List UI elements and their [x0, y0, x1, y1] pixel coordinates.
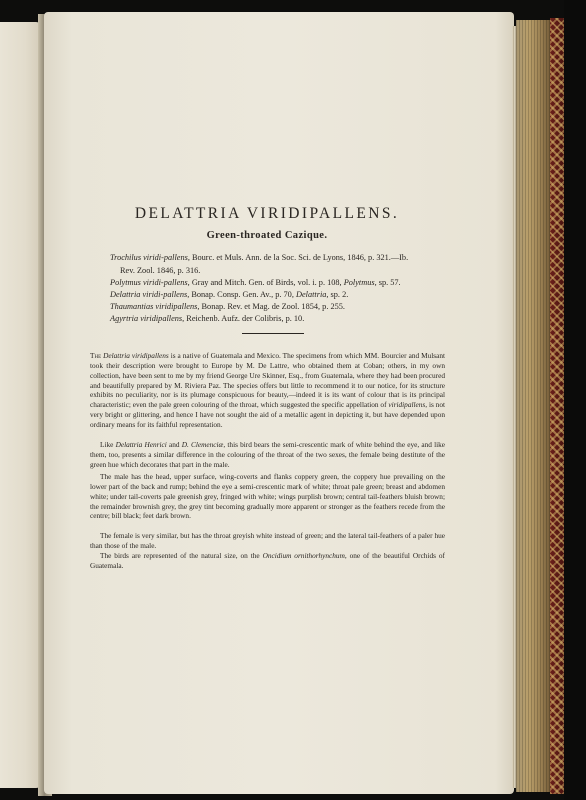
plant-name: Oncidium ornithorhynchum [262, 551, 345, 560]
paragraph-lead: The [90, 351, 102, 360]
species-name: D. Clemenciæ [181, 440, 224, 449]
synonym-name: Agyrtria viridipallens [110, 314, 183, 323]
synonym-entry [110, 252, 420, 277]
species-name: Delattria Henrici [115, 440, 167, 449]
synonym-name: Polytmus viridi-pallens [110, 278, 188, 287]
paragraph-text: The birds are represented of the natural size, on the [100, 551, 263, 560]
paragraph-text: is a native of Guatemala and Mexico. The specimens from which MM. Bourcier and Mulsant took their description were brought to Europe by M. De Lattre, who obtained them at Coban; others, in my own collection, have been sent to me by my friend George Ure Skinner, Esq., from Guatemala, where they had been procured and beautifully prepared by M. Riviera Paz. The species offers but little to recommend it to our notice, for its structure exhibits no peculiarity, nor is its plumage conspicuous for beauty,—indeed it is its want of colour that is its principal characteristic; even the pale green colouring of the throat, which suggested the specific appellation of [90, 351, 446, 410]
paragraph-text: , is not very bright or glittering, and hence I have not sought the aid of a metallic agent in depicting it, but have depended upon ordinary means for its faithful representation. [90, 400, 445, 429]
synonym-reference: , Bonap. Rev. et Mag. de Zool. 1854, p. 255. [197, 302, 345, 311]
page-title: DELATTRIA VIRIDIPALLENS. [134, 205, 400, 222]
synonym-entry [110, 289, 420, 302]
body-paragraph [90, 440, 445, 470]
body-paragraph [90, 351, 445, 430]
synonym-name: Delattria viridi-pallens [110, 290, 188, 299]
paragraph-text: , one of the beautiful Orchids of Guatemala. [90, 551, 445, 570]
common-name: Green-throated Cazique. [206, 230, 328, 241]
synonym-entry [110, 277, 420, 290]
synonym-entry [110, 301, 420, 314]
paragraph-text: Like [100, 440, 116, 449]
gilt-fore-edge [516, 20, 552, 792]
species-epithet: viridipallens [388, 400, 426, 410]
synonym-reference: , sp. 2. [326, 290, 349, 299]
synonym-reference: , Bonap. Consp. Gen. Av., p. 70, [187, 290, 296, 299]
left-page-edge [0, 22, 42, 788]
synonym-genus: Delattria [295, 290, 327, 299]
synonym-genus: Polytmus [343, 278, 375, 287]
section-divider [242, 333, 304, 334]
body-paragraph: The female is very similar, but has the throat greyish white instead of green; and the lateral tail-feathers of a paler hue than those of the male. [90, 531, 445, 550]
body-paragraph: The male has the head, upper surface, wing-coverts and flanks coppery green, the coppery hue prevailing on the lower part of the back and rump; behind the eye a semi-crescentic mark of white; throat pale green; breast and abdomen white; under tail-coverts pale greenish grey, fringed with white; wings purplish brown; central tail-feathers bluish brown; the remainder brownish grey, the grey tint becoming gradually more apparent or stronger as the feathers recede from the centre; bill black; feet dark brown. [90, 472, 445, 521]
paragraph-text: , this bird bears the semi-crescentic mark of white behind the eye, and like them, too, presents a similar difference in the colouring of the throat of the two sexes, the female being destitute of the green hue which decorates that part in the male. [90, 440, 446, 469]
paragraph-text: and [166, 440, 182, 449]
synonym-reference: , Bourc. et Muls. Ann. de la Soc. Sci. de Lyons, 1846, p. 321.—Ib. Rev. Zool. 1846, p. 316. [120, 253, 409, 275]
body-paragraph [90, 551, 445, 571]
synonym-entry [110, 313, 420, 326]
background-dark [564, 0, 586, 800]
synonym-reference: , sp. 57. [374, 278, 401, 287]
synonym-reference: , Gray and Mitch. Gen. of Birds, vol. i. p. 108, [187, 278, 344, 287]
synonym-name: Thaumantias viridipallens [110, 302, 198, 311]
synonym-name: Trochilus viridi-pallens [110, 253, 188, 262]
synonym-reference: , Reichenb. Aufz. der Colibris, p. 10. [182, 314, 305, 323]
decorative-binding [550, 18, 564, 794]
species-name: Delattria viridipallens [103, 351, 169, 360]
